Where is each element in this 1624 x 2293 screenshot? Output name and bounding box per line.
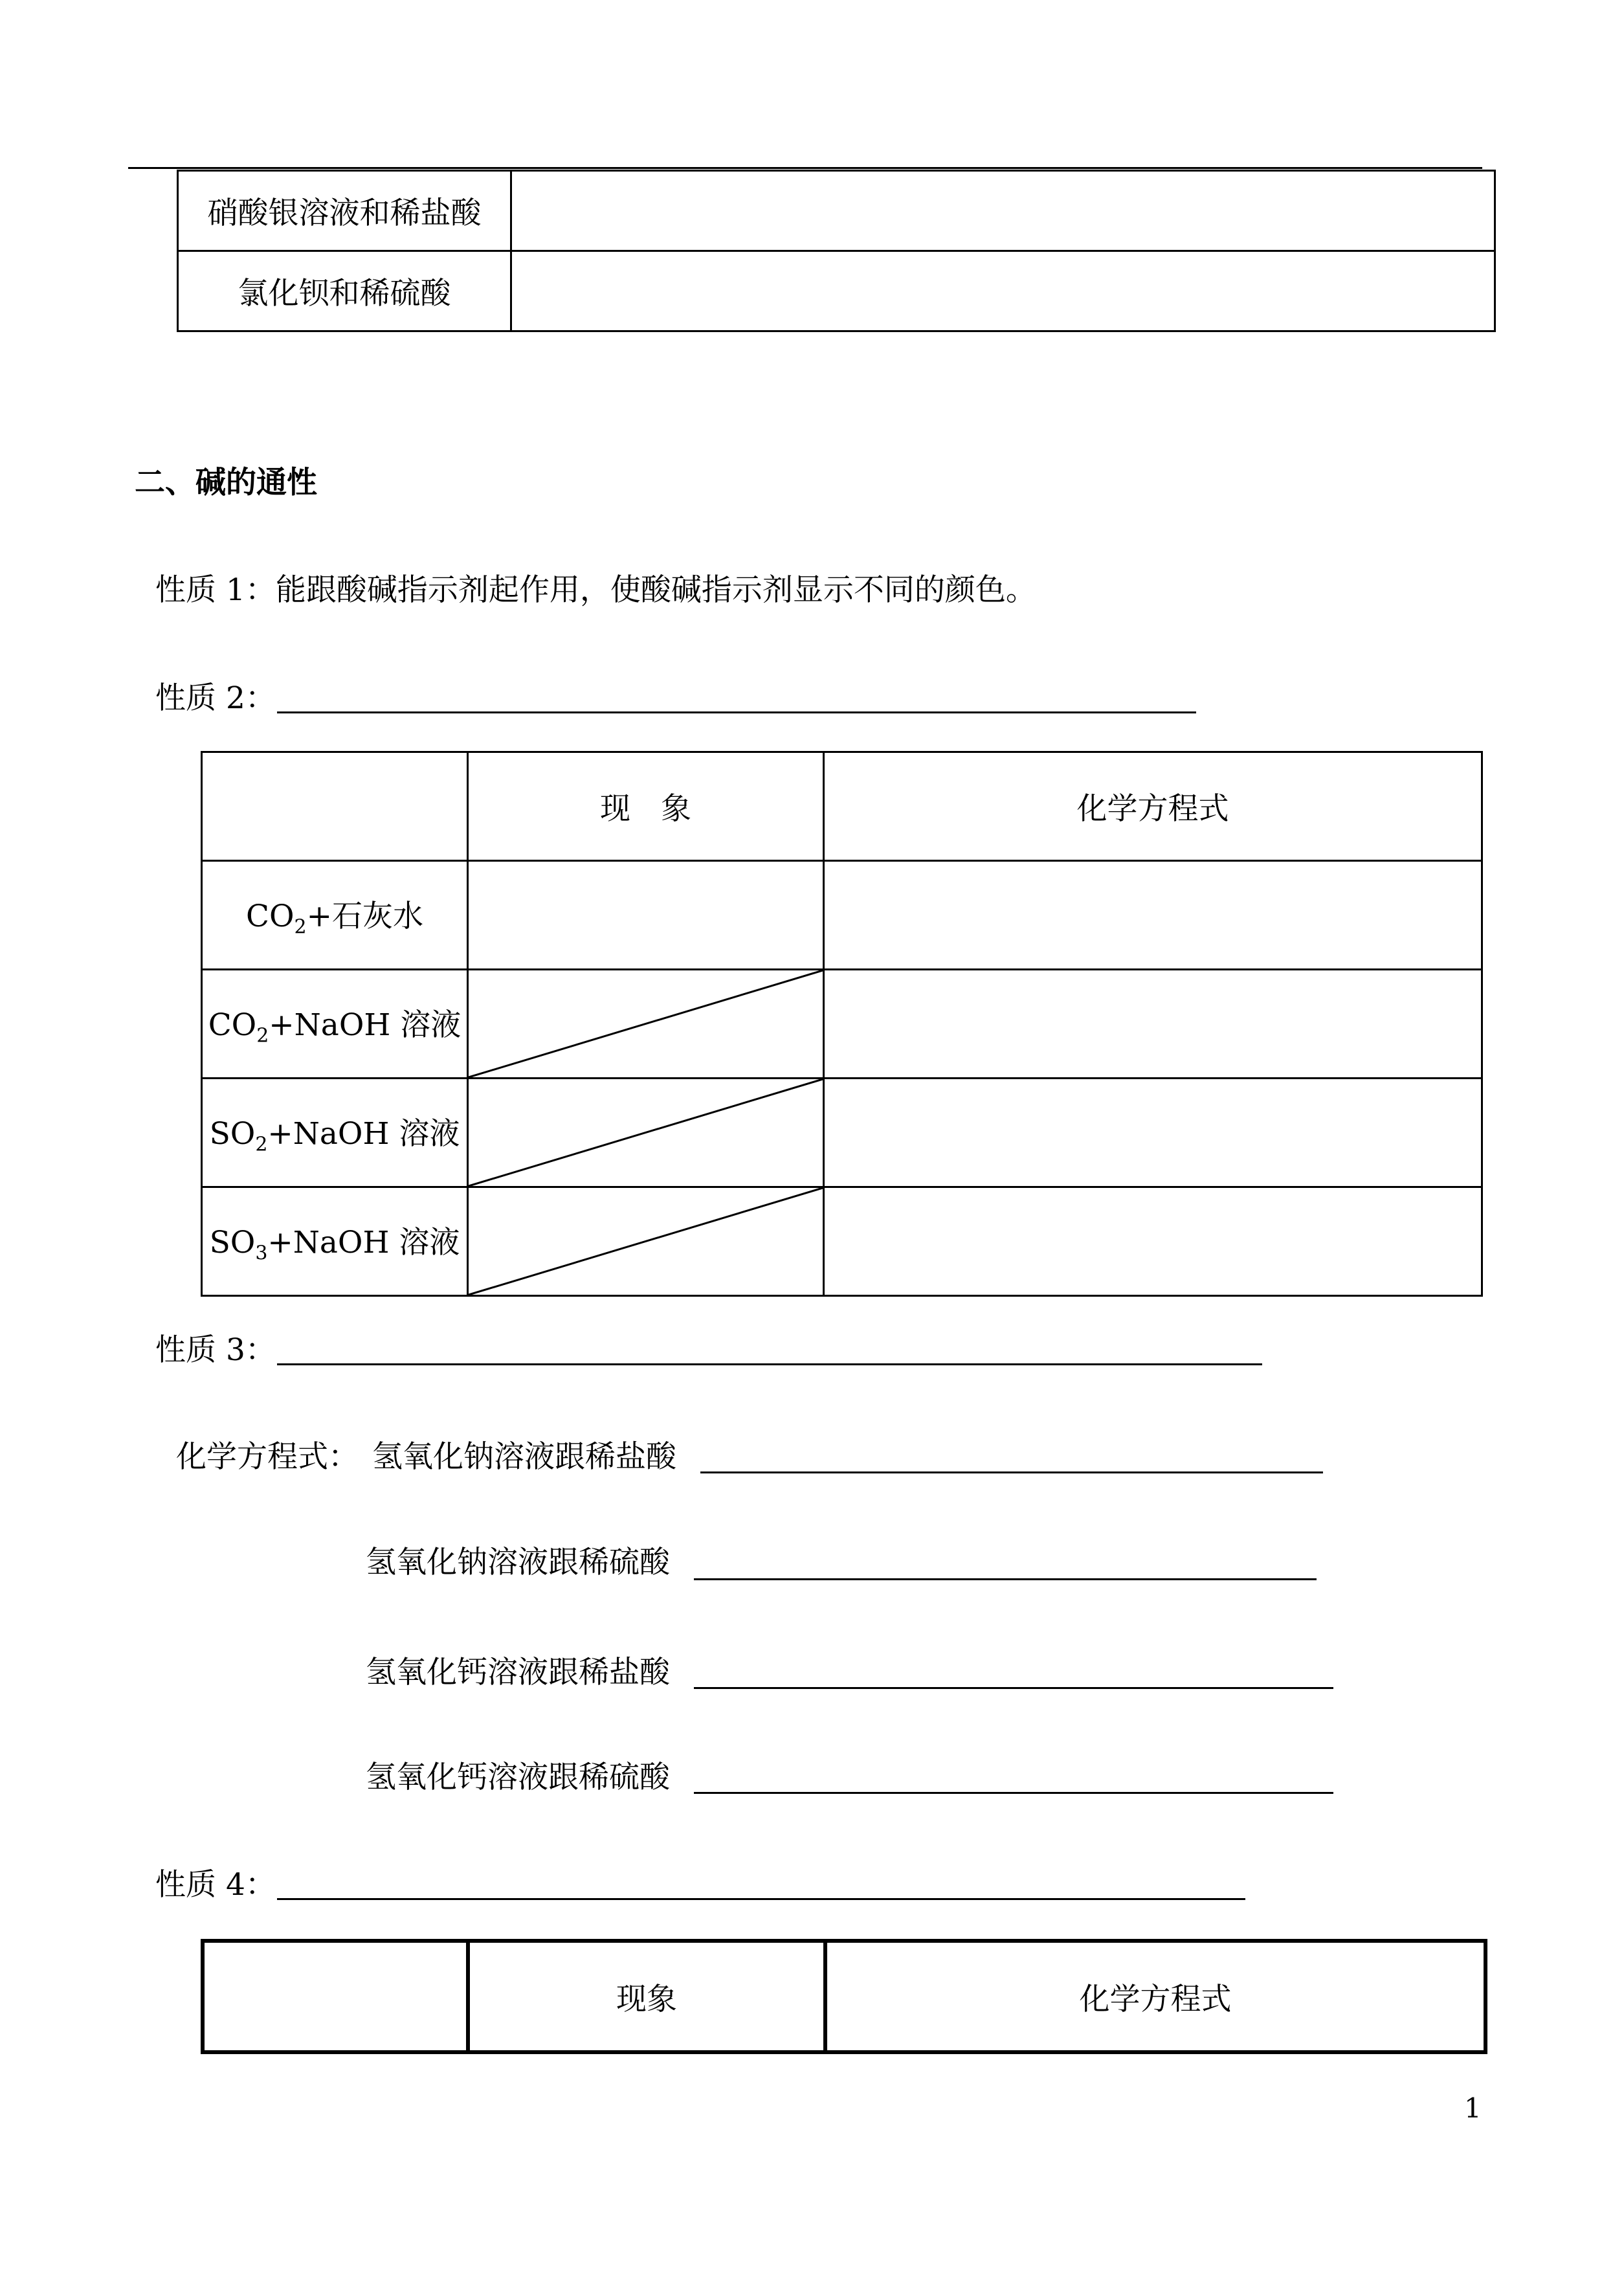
- property-2-blank[interactable]: [277, 711, 1196, 713]
- table2-equation-cell[interactable]: [824, 1079, 1482, 1187]
- top-table-label: 氯化钡和稀硫酸: [178, 251, 511, 331]
- table2-reactant: $CO_2+$石灰水: [202, 861, 468, 970]
- table2-phenomenon-cell-crossed: [468, 1187, 824, 1296]
- diagonal-slash: [469, 970, 823, 1077]
- table3-header-empty: [203, 1941, 468, 2052]
- equation-blank[interactable]: [700, 1471, 1323, 1473]
- section-heading: 二、碱的通性: [135, 465, 317, 500]
- table2-phenomenon-cell-crossed: [468, 1079, 824, 1187]
- table2-phenomenon-cell-crossed: [468, 970, 824, 1079]
- table2-header-empty: [202, 752, 468, 861]
- table3-header-phenomenon: 现象: [468, 1941, 825, 2052]
- page-number: 1: [1464, 2092, 1482, 2124]
- equation-item: 氢氧化钙溶液跟稀盐酸: [366, 1655, 670, 1690]
- property-1: 性质 1：能跟酸碱指示剂起作用，使酸碱指示剂显示不同的颜色。: [155, 572, 1036, 608]
- property-2-label: 性质 2：: [155, 680, 276, 716]
- equation-item: 氢氧化钠溶液跟稀盐酸: [372, 1439, 676, 1475]
- property4-table: [201, 1939, 1487, 2054]
- equation-blank[interactable]: [694, 1792, 1333, 1794]
- diagonal-slash: [469, 1079, 823, 1186]
- table2-equation-cell[interactable]: [824, 970, 1482, 1079]
- property-4-blank[interactable]: [277, 1898, 1245, 1900]
- header-rule: [128, 167, 1482, 169]
- top-table-cell[interactable]: [511, 171, 1495, 251]
- table2-header-phenomenon: 现 象: [468, 752, 824, 861]
- table2-reactant: $CO_2+NaOH$ 溶液: [202, 970, 468, 1079]
- top-table-label: 硝酸银溶液和稀盐酸: [178, 171, 511, 251]
- equation-blank[interactable]: [694, 1687, 1333, 1689]
- top-table: [177, 170, 1496, 332]
- table2-reactant: $SO_3+NaOH$ 溶液: [202, 1187, 468, 1296]
- property-4-label: 性质 4：: [155, 1867, 276, 1903]
- equations-label: 化学方程式：: [176, 1439, 359, 1475]
- property-3-blank[interactable]: [277, 1363, 1262, 1365]
- table2-equation-cell[interactable]: [824, 1187, 1482, 1296]
- equation-item: 氢氧化钠溶液跟稀硫酸: [366, 1545, 670, 1580]
- property-3-label: 性质 3：: [155, 1332, 276, 1368]
- diagonal-slash: [469, 1188, 823, 1295]
- table2-reactant: $SO_2+NaOH$ 溶液: [202, 1079, 468, 1187]
- top-table-cell[interactable]: [511, 251, 1495, 331]
- equation-blank[interactable]: [694, 1578, 1317, 1580]
- base-reaction-table: [201, 751, 1483, 1297]
- table2-phenomenon-cell[interactable]: [468, 861, 824, 970]
- table3-header-equation: 化学方程式: [825, 1941, 1485, 2052]
- equation-item: 氢氧化钙溶液跟稀硫酸: [366, 1760, 670, 1795]
- table2-header-equation: 化学方程式: [824, 752, 1482, 861]
- table2-equation-cell[interactable]: [824, 861, 1482, 970]
